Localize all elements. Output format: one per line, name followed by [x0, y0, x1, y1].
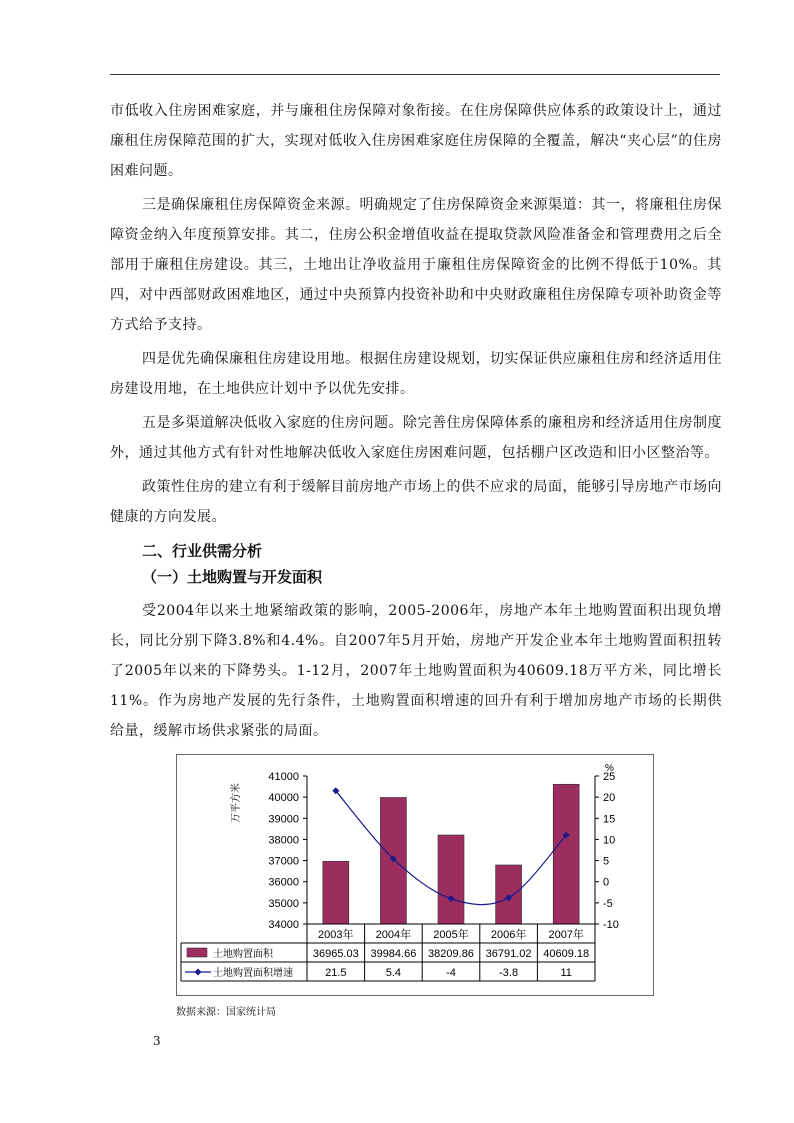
left-tick-label: 37000 [268, 855, 299, 868]
left-tick-label: 39000 [268, 813, 299, 826]
data-label-growth: -4 [446, 967, 456, 979]
right-tick-label: 10 [603, 834, 616, 847]
data-label-growth: 5.4 [385, 967, 402, 979]
paragraph-5: 政策性住房的建立有利于缓解目前房地产市场上的供不应求的局面，能够引导房地产市场向健康的方向发展。 [110, 479, 722, 525]
left-axis-label: 万平方米 [231, 783, 242, 823]
right-tick-label: 15 [603, 813, 616, 826]
data-label-area: 40609.18 [543, 948, 590, 960]
left-tick-label: 40000 [268, 792, 299, 805]
legend-bar-label: 土地购置面积 [213, 949, 273, 960]
right-tick-label: -5 [603, 897, 613, 910]
bar-2003年 [323, 861, 349, 924]
data-label-growth: 11 [560, 967, 572, 979]
section-heading: 二、行业供需分析 [142, 542, 263, 560]
left-tick-label: 41000 [268, 771, 299, 783]
bar-2007年 [553, 784, 579, 924]
header-rule [110, 74, 720, 75]
paragraph-3: 四是优先确保廉租住房建设用地。根据住房建设规划，切实保证供应廉租住房和经济适用住房建设用地，在土地供应计划中予以优先安排。 [110, 351, 722, 397]
x-tick-label: 2003年 [318, 929, 354, 941]
subsection-heading: （一）土地购置与开发面积 [142, 568, 323, 586]
right-tick-label: 25 [603, 771, 616, 783]
left-tick-label: 35000 [268, 897, 299, 910]
left-tick-label: 36000 [268, 876, 299, 889]
data-label-growth: -3.8 [499, 967, 519, 979]
right-tick-label: 5 [603, 855, 610, 868]
page-number: 3 [153, 1034, 161, 1048]
right-tick-label: 0 [603, 876, 610, 889]
x-tick-label: 2004年 [375, 929, 412, 941]
right-axis-label: % [605, 763, 614, 774]
data-label-area: 36965.03 [312, 948, 359, 960]
legend-line-label: 土地购置面积增速 [213, 968, 293, 979]
right-tick-label: 20 [603, 792, 616, 805]
paragraph-6: 受2004年以来土地紧缩政策的影响，2005-2006年，房地产本年土地购置面积出现负增长，同比分别下降3.8%和4.4%。自2007年5月开始，房地产开发企业本年土地购置面积扭转了2005年以来的下降势头。1-12月，2007年土地购置面积为40609.18万平方米，同比增长11%。作为房地产发展的先行条件，土地购置面积增速的回升有利于增加房地产市场的长期供给量，缓解市场供求紧张的局面。 [110, 603, 722, 739]
paragraph-1: 市低收入住房困难家庭，并与廉租住房保障对象衔接。在住房保障供应体系的政策设计上，通过廉租住房保障范围的扩大，实现对低收入住房困难家庭住房保障的全覆盖，解决“夹心层”的住房困难问题。 [110, 103, 722, 179]
data-label-area: 38209.86 [428, 948, 474, 960]
legend-line-marker [195, 969, 202, 976]
paragraph-2: 三是确保廉租住房保障资金来源。明确规定了住房保障资金来源渠道：其一，将廉租住房保障资金纳入年度预算安排。其二，住房公积金增值收益在提取贷款风险准备金和管理费用之后全部用于廉租住房建设。其三，土地出让净收益用于廉租住房保障资金的比例不得低于10%。其四，对中西部财政困难地区，通过中央预算内投资补助和中央财政廉租住房保障专项补助资金等方式给予支持。 [110, 197, 722, 333]
chart-canvas [177, 755, 653, 995]
x-tick-label: 2007年 [548, 929, 584, 941]
left-tick-label: 38000 [268, 834, 299, 847]
bar-2005年 [438, 835, 464, 924]
source-note: 数据来源：国家统计局 [176, 1007, 276, 1018]
x-tick-label: 2005年 [433, 929, 469, 941]
data-label-area: 39984.66 [370, 948, 417, 960]
data-label-growth: 21.5 [325, 967, 347, 979]
left-tick-label: 34000 [268, 919, 299, 931]
data-label-area: 36791.02 [485, 948, 532, 960]
x-tick-label: 2006年 [490, 929, 527, 941]
legend-bar-swatch [187, 948, 207, 957]
land-purchase-chart [176, 754, 654, 996]
paragraph-4: 五是多渠道解决低收入家庭的住房问题。除完善住房保障体系的廉租房和经济适用住房制度外，通过其他方式有针对性地解决低收入家庭住房困难问题，包括棚户区改造和旧小区整治等。 [110, 415, 722, 461]
right-tick-label: -10 [603, 919, 619, 931]
document-body [110, 96, 722, 746]
